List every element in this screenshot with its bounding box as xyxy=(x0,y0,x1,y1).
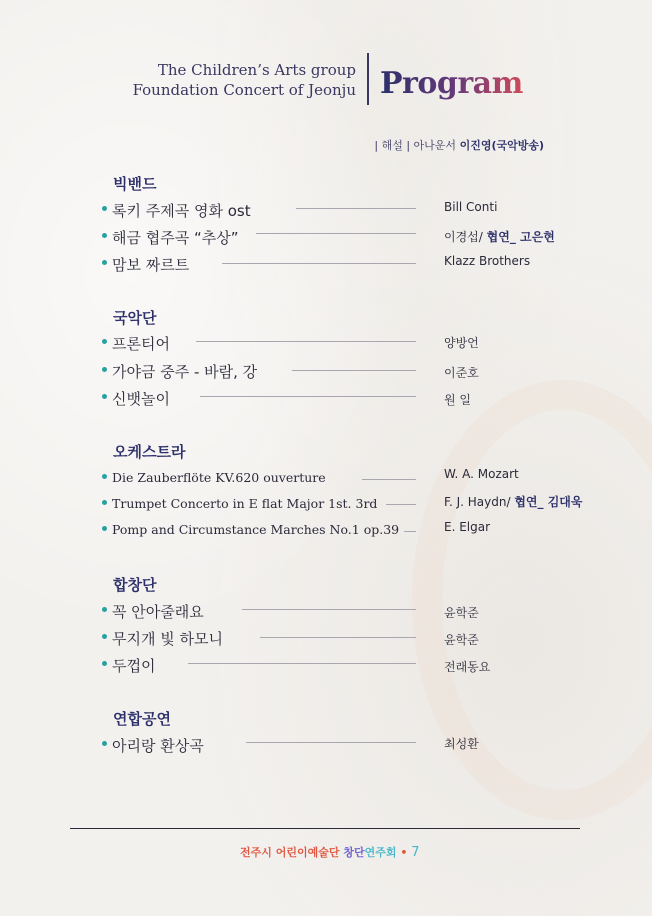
bullet-icon xyxy=(102,474,107,479)
program-item xyxy=(102,361,422,383)
bullet-icon xyxy=(102,661,107,666)
leader-line xyxy=(260,637,416,638)
item-title: Trumpet Concerto in E flat Major 1st. 3rd xyxy=(112,496,378,511)
item-collab: 협연_ 고은현 xyxy=(486,230,555,244)
commentary-name: 이진영(국악방송) xyxy=(459,139,544,152)
item-performer: 이준호 xyxy=(444,366,479,380)
item-performer: 윤학준 xyxy=(444,633,479,647)
program-item xyxy=(102,520,422,542)
item-title: 맘보 짜르트 xyxy=(112,256,190,274)
item-performer: E. Elgar xyxy=(444,520,491,534)
bullet-icon xyxy=(102,367,107,372)
page-number: 7 xyxy=(411,845,420,860)
footer-divider xyxy=(70,828,580,829)
section-title-bigband: 빅밴드 xyxy=(113,175,157,193)
item-collab: 협연_ 김대욱 xyxy=(514,495,583,509)
item-title: 록키 주제곡 영화 ost xyxy=(112,202,251,220)
item-performer: Klazz Brothers xyxy=(444,254,531,268)
background-decoration xyxy=(412,380,652,820)
program-item xyxy=(102,655,422,677)
item-performer: 양방언 xyxy=(444,336,479,350)
leader-line xyxy=(362,479,416,480)
item-performer: 원 일 xyxy=(444,393,471,407)
leader-line xyxy=(292,370,416,371)
program-item xyxy=(102,628,422,650)
leader-line xyxy=(386,504,416,505)
program-item xyxy=(102,735,422,757)
footer-concert: 연주회 xyxy=(364,846,397,859)
bullet-icon xyxy=(102,233,107,238)
item-title: 아리랑 환상곡 xyxy=(112,737,204,755)
subtitle-line-2: Foundation Concert of Jeonju xyxy=(132,81,356,99)
footer-dot-icon: • xyxy=(400,846,408,859)
program-item xyxy=(102,494,422,516)
footer-org: 전주시 어린이예술단 xyxy=(240,846,340,859)
leader-line xyxy=(404,531,416,532)
header xyxy=(0,50,652,110)
section-title-orchestra: 오케스트라 xyxy=(113,443,186,461)
item-title: 꼭 안아줄래요 xyxy=(112,603,204,621)
section-title-joint: 연합공연 xyxy=(113,710,171,728)
program-item xyxy=(102,388,422,410)
leader-line xyxy=(196,341,416,342)
header-subtitle xyxy=(133,60,356,100)
section-title-choir: 합창단 xyxy=(113,576,157,594)
item-performer: 윤학준 xyxy=(444,606,479,620)
bullet-icon xyxy=(102,634,107,639)
bullet-icon xyxy=(102,526,107,531)
item-title: 신뱃놀이 xyxy=(112,390,170,408)
footer xyxy=(240,844,419,860)
leader-line xyxy=(200,396,416,397)
bullet-icon xyxy=(102,206,107,211)
item-performer: F. J. Haydn/ 협연_ 김대욱 xyxy=(444,495,583,509)
item-title: 가야금 중주 - 바람, 강 xyxy=(112,363,258,381)
program-item xyxy=(102,601,422,623)
leader-line xyxy=(222,263,416,264)
program-item xyxy=(102,227,422,249)
header-divider xyxy=(367,53,369,105)
bullet-icon xyxy=(102,394,107,399)
commentary-credit xyxy=(374,137,544,153)
item-performer: 전래동요 xyxy=(444,660,491,674)
program-item xyxy=(102,333,422,355)
footer-founding: 창단 xyxy=(343,846,365,859)
item-title: 해금 협주곡 “추상” xyxy=(112,229,239,247)
item-performer: 최성환 xyxy=(444,737,479,751)
item-title: 프론티어 xyxy=(112,335,170,353)
leader-line xyxy=(296,208,416,209)
subtitle-line-1: The Children’s Arts group xyxy=(157,61,356,79)
bullet-icon xyxy=(102,339,107,344)
leader-line xyxy=(246,742,416,743)
item-performer: W. A. Mozart xyxy=(444,467,519,481)
item-title: Die Zauberflöte KV.620 ouverture xyxy=(112,470,326,485)
item-performer: Bill Conti xyxy=(444,200,498,214)
page-title: Program xyxy=(380,66,523,101)
section-title-gugak: 국악단 xyxy=(113,309,157,327)
item-performer: 이경섭/ 협연_ 고은현 xyxy=(444,230,555,244)
leader-line xyxy=(242,609,416,610)
bullet-icon xyxy=(102,500,107,505)
program-item xyxy=(102,254,422,276)
leader-line xyxy=(188,663,416,664)
item-title: 두껍이 xyxy=(112,657,156,675)
program-item xyxy=(102,200,422,222)
item-title: 무지개 빛 하모니 xyxy=(112,630,223,648)
bullet-icon xyxy=(102,741,107,746)
bullet-icon xyxy=(102,260,107,265)
bullet-icon xyxy=(102,607,107,612)
leader-line xyxy=(256,233,416,234)
item-title: Pomp and Circumstance Marches No.1 op.39 xyxy=(112,522,400,537)
commentary-prefix: | 해설 | 아나운서 xyxy=(374,139,457,152)
